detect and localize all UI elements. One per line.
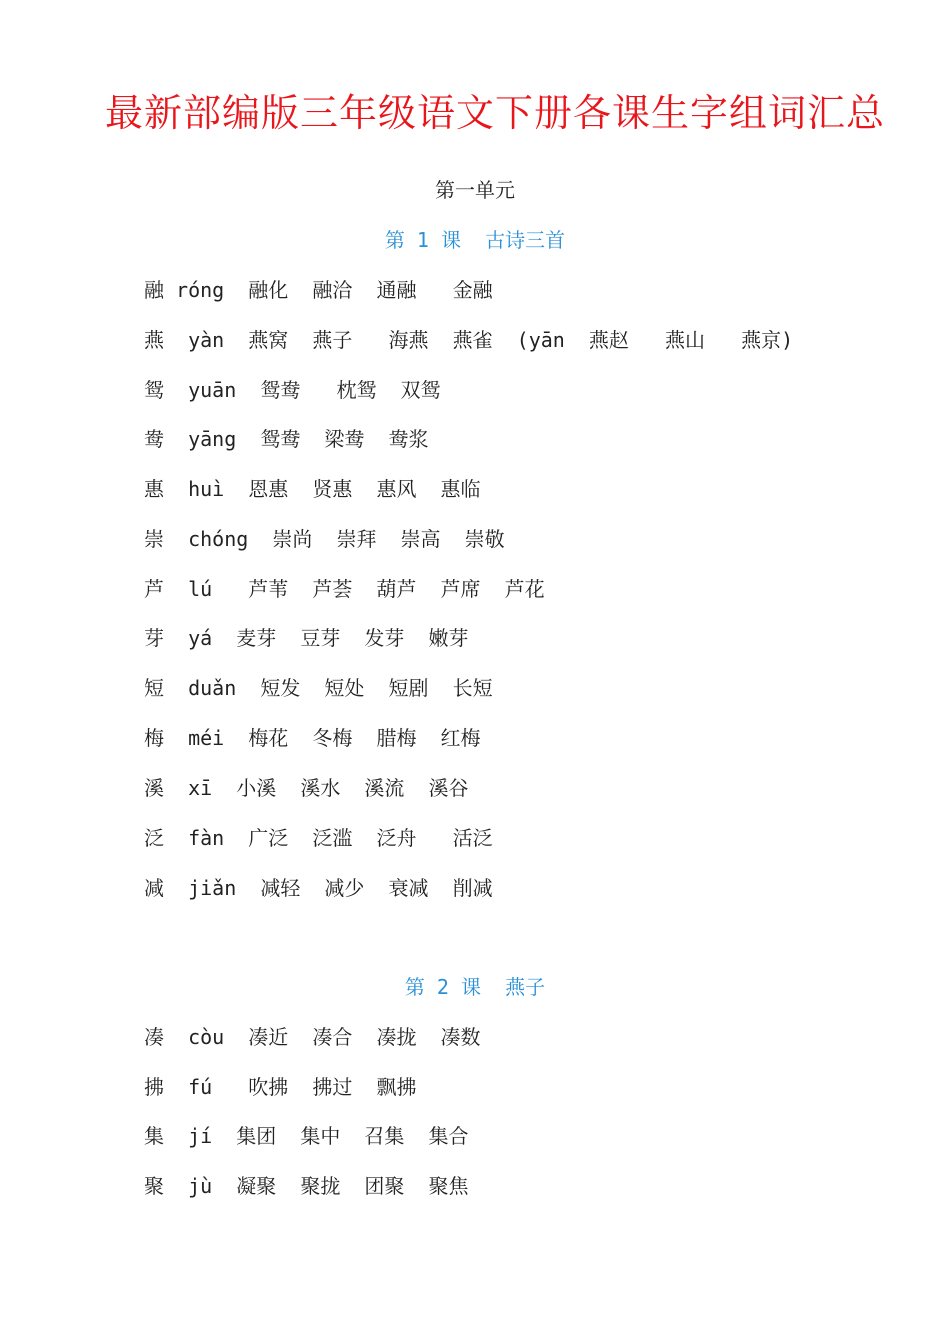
- vocab-row-xi: 溪 xī 小溪 溪水 溪流 溪谷: [144, 776, 469, 800]
- vocab-row-ju: 聚 jù 凝聚 聚拢 团聚 聚焦: [144, 1174, 469, 1198]
- vocab-row-cou: 凑 còu 凑近 凑合 凑拢 凑数: [144, 1025, 481, 1049]
- vocab-row-yuan: 鸳 yuān 鸳鸯 枕鸳 双鸳: [144, 378, 441, 402]
- vocab-row-chong: 崇 chóng 崇尚 崇拜 崇高 崇敬: [144, 527, 505, 551]
- unit-heading: 第一单元: [435, 178, 515, 202]
- vocab-row-yang: 鸯 yāng 鸳鸯 梁鸯 鸯浆: [144, 427, 429, 451]
- lesson-1-heading: 第 1 课 古诗三首: [384, 228, 566, 252]
- vocab-row-rong: 融 róng 融化 融洽 通融 金融: [144, 278, 493, 302]
- vocab-row-fan: 泛 fàn 广泛 泛滥 泛舟 活泛: [144, 826, 493, 850]
- lesson-2-heading: 第 2 课 燕子: [404, 975, 546, 999]
- vocab-row-yan: 燕 yàn 燕窝 燕子 海燕 燕雀 (yān 燕赵 燕山 燕京): [144, 328, 794, 352]
- vocab-row-jian: 减 jiǎn 减轻 减少 衰减 削减: [144, 876, 493, 900]
- page-title: 最新部编版三年级语文下册各课生字组词汇总: [104, 91, 885, 135]
- vocab-row-ya: 芽 yá 麦芽 豆芽 发芽 嫩芽: [144, 626, 469, 650]
- vocab-row-duan: 短 duǎn 短发 短处 短剧 长短: [144, 676, 493, 700]
- vocab-row-lu: 芦 lú 芦苇 芦荟 葫芦 芦席 芦花: [144, 577, 545, 601]
- vocab-row-hui: 惠 huì 恩惠 贤惠 惠风 惠临: [144, 477, 481, 501]
- vocab-row-ji: 集 jí 集团 集中 召集 集合: [144, 1124, 469, 1148]
- vocab-row-mei: 梅 méi 梅花 冬梅 腊梅 红梅: [144, 726, 481, 750]
- vocab-row-fu: 拂 fú 吹拂 拂过 飘拂: [144, 1075, 417, 1099]
